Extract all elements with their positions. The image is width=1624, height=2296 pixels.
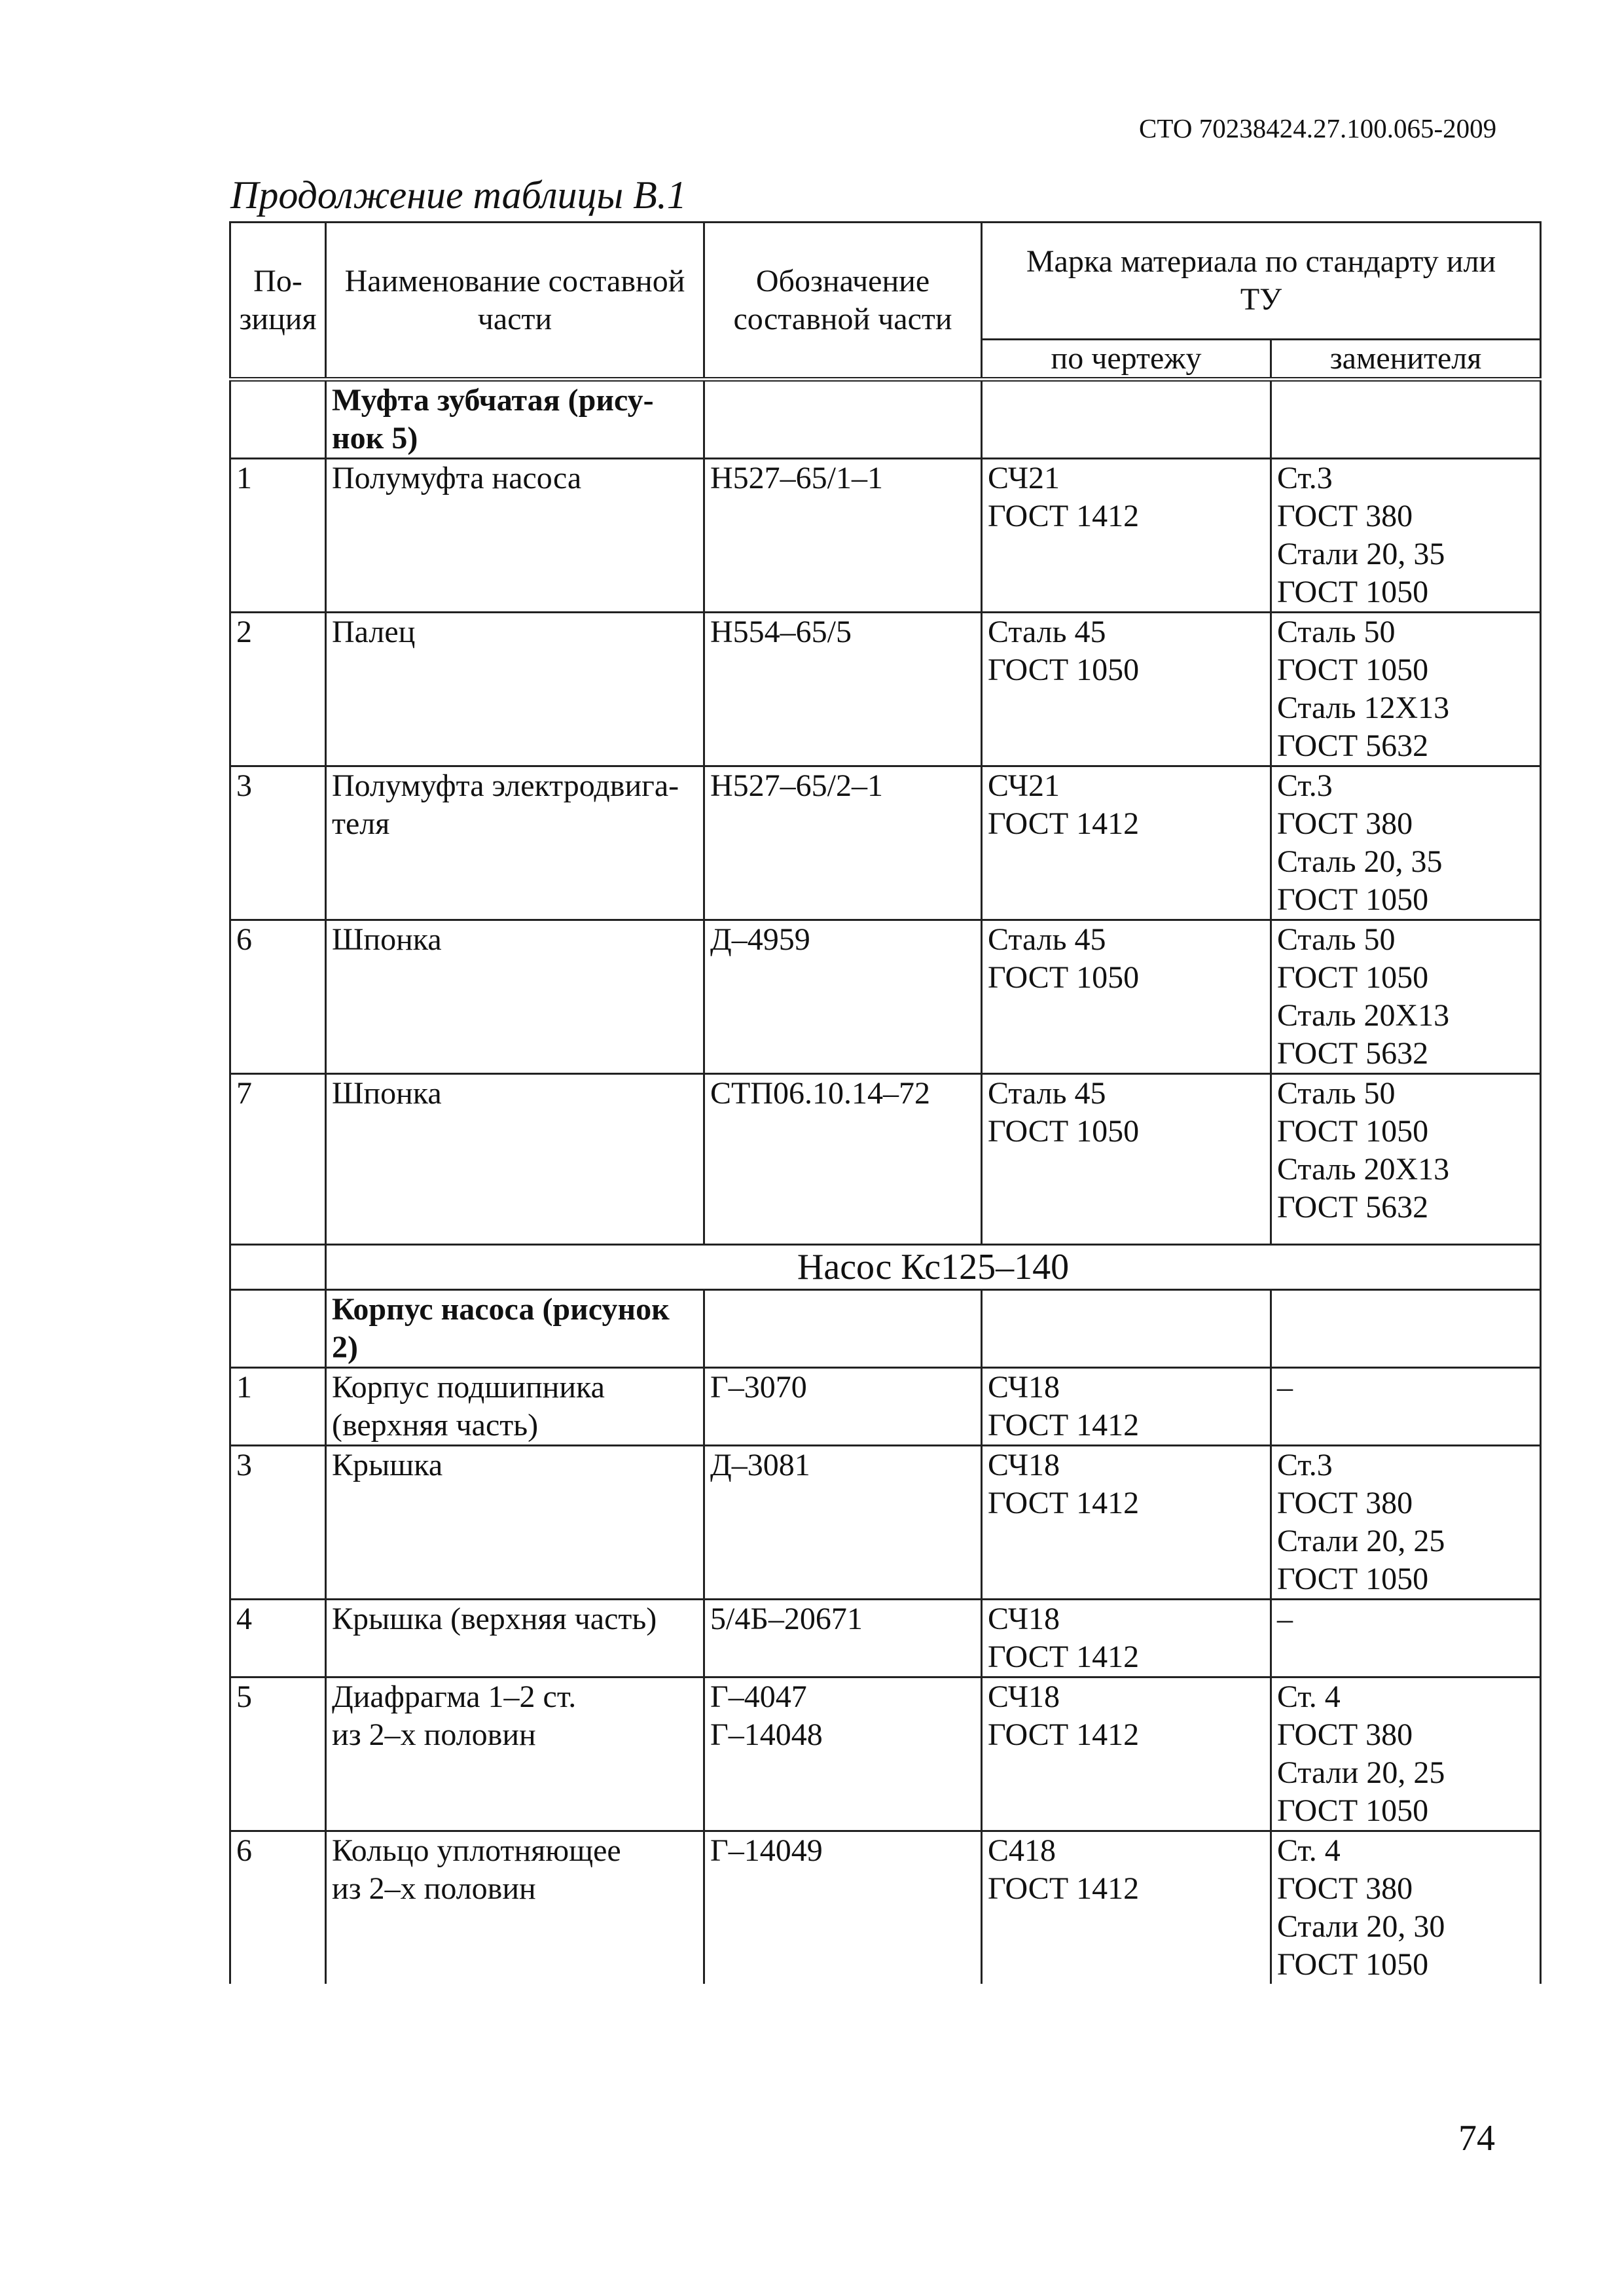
header-name [326, 223, 704, 380]
cell-by-drawing [982, 1677, 1271, 1831]
table-row [230, 1368, 1541, 1446]
cell-line: Г–3070 [710, 1370, 807, 1405]
cell-name [326, 1074, 704, 1245]
table-row [230, 1600, 1541, 1677]
section-row [230, 380, 1541, 459]
table-body-section-1 [230, 380, 1541, 1245]
page-number: 74 [1458, 2118, 1495, 2159]
cell-line: Ст. 4 [1277, 1833, 1341, 1868]
cell-position: 2 [230, 613, 326, 766]
section-title [326, 1290, 704, 1368]
cell-line: Сталь 45 [988, 615, 1106, 649]
cell-line: (верхняя часть) [332, 1408, 539, 1443]
cell-position: 7 [230, 1074, 326, 1245]
cell-substitute [1271, 1446, 1541, 1600]
table-row [230, 1074, 1541, 1245]
cell-position: 1 [230, 459, 326, 613]
cell-line: Кольцо уплотняющее [332, 1833, 621, 1868]
cell-line: ГОСТ 1050 [988, 1114, 1140, 1149]
table-cell [230, 1245, 326, 1290]
cell-line: Д–4959 [710, 922, 810, 957]
header-designation [704, 223, 982, 380]
cell-line: Д–3081 [710, 1448, 810, 1482]
cell-line: Сталь 12Х13 [1277, 691, 1450, 725]
cell-line: Стали 20, 35 [1277, 537, 1445, 571]
cell-line: Диафрагма 1–2 ст. [332, 1679, 577, 1714]
header-material [982, 223, 1541, 340]
table-cell [982, 380, 1271, 459]
header-substitute: заменителя [1271, 340, 1541, 380]
cell-line: ГОСТ 1050 [1277, 882, 1429, 917]
cell-designation [704, 766, 982, 920]
cell-line: Ст.3 [1277, 1448, 1333, 1482]
cell-by-drawing [982, 459, 1271, 613]
cell-line: Корпус подшипника [332, 1370, 605, 1405]
cell-line: СЧ18 [988, 1679, 1060, 1714]
cell-line: Сталь 50 [1277, 615, 1396, 649]
cell-position: 3 [230, 1446, 326, 1600]
cell-name [326, 1368, 704, 1446]
cell-line: ГОСТ 380 [1277, 1871, 1413, 1906]
cell-name [326, 1677, 704, 1831]
cell-line: Полумуфта насоса [332, 461, 582, 495]
cell-position: 6 [230, 1831, 326, 1984]
cell-line: Ст.3 [1277, 768, 1333, 803]
cell-line: ГОСТ 1050 [1277, 575, 1429, 609]
cell-line: ГОСТ 1050 [988, 960, 1140, 995]
cell-line: Сталь 20Х13 [1277, 1152, 1450, 1187]
cell-line: Н527–65/1–1 [710, 461, 883, 495]
header-text: Наименование составной [344, 263, 685, 298]
cell-line: 2) [332, 1330, 358, 1365]
header-text: По- [253, 263, 302, 298]
cell-line: СЧ21 [988, 768, 1060, 803]
cell-line: Крышка (верхняя часть) [332, 1602, 657, 1636]
cell-by-drawing [982, 766, 1271, 920]
cell-line: Г–14049 [710, 1833, 823, 1868]
cell-line: Сталь 50 [1277, 922, 1396, 957]
cell-by-drawing [982, 613, 1271, 766]
cell-substitute [1271, 1677, 1541, 1831]
table-body-section-2 [230, 1290, 1541, 1984]
cell-designation [704, 1831, 982, 1984]
cell-designation [704, 613, 982, 766]
table-cell [982, 1290, 1271, 1368]
header-by-drawing: по чертежу [982, 340, 1271, 380]
cell-line: СЧ18 [988, 1370, 1060, 1405]
cell-line: ГОСТ 5632 [1277, 728, 1429, 763]
cell-position: 5 [230, 1677, 326, 1831]
table-header-row [230, 223, 1541, 340]
cell-line: ГОСТ 1412 [988, 499, 1140, 533]
cell-name [326, 1831, 704, 1984]
cell-line: – [1277, 1370, 1293, 1405]
cell-name [326, 1600, 704, 1677]
cell-line: ГОСТ 380 [1277, 499, 1413, 533]
cell-substitute [1271, 613, 1541, 766]
cell-line: из 2–х половин [332, 1717, 536, 1752]
cell-line: Г–4047 [710, 1679, 807, 1714]
cell-name [326, 613, 704, 766]
cell-line: Шпонка [332, 922, 442, 957]
band-title: Насос Кс125–140 [326, 1245, 1541, 1290]
cell-name [326, 766, 704, 920]
cell-line: Стали 20, 30 [1277, 1909, 1445, 1944]
cell-line: 5/4Б–20671 [710, 1602, 863, 1636]
table-cell [704, 380, 982, 459]
cell-name [326, 920, 704, 1074]
table-row [230, 920, 1541, 1074]
cell-line: СЧ18 [988, 1448, 1060, 1482]
cell-by-drawing [982, 1368, 1271, 1446]
cell-line: Ст. 4 [1277, 1679, 1341, 1714]
cell-designation [704, 1677, 982, 1831]
cell-by-drawing [982, 1074, 1271, 1245]
table-row [230, 1446, 1541, 1600]
cell-substitute [1271, 1600, 1541, 1677]
cell-substitute [1271, 1368, 1541, 1446]
cell-position: 1 [230, 1368, 326, 1446]
cell-designation [704, 1600, 982, 1677]
cell-line: ГОСТ 5632 [1277, 1190, 1429, 1225]
cell-line: Стали 20, 25 [1277, 1524, 1445, 1558]
table-cell [1271, 1290, 1541, 1368]
cell-line: СТП06.10.14–72 [710, 1076, 930, 1111]
cell-line: Г–14048 [710, 1717, 823, 1752]
cell-line: нок 5) [332, 421, 418, 456]
cell-line: Корпус насоса (рисунок [332, 1292, 670, 1327]
cell-by-drawing [982, 1446, 1271, 1600]
cell-line: теля [332, 806, 390, 841]
cell-line: ГОСТ 380 [1277, 1486, 1413, 1520]
cell-substitute [1271, 459, 1541, 613]
table-caption: Продолжение таблицы В.1 [230, 173, 687, 217]
cell-line: Крышка [332, 1448, 443, 1482]
cell-line: ГОСТ 1050 [1277, 1793, 1429, 1828]
cell-substitute [1271, 766, 1541, 920]
cell-designation [704, 1446, 982, 1600]
band-row [230, 1245, 1541, 1290]
cell-line: Полумуфта электродвига- [332, 768, 679, 803]
cell-line: СЧ21 [988, 461, 1060, 495]
cell-line: из 2–х половин [332, 1871, 536, 1906]
cell-line: ГОСТ 1412 [988, 1717, 1140, 1752]
header-text: ТУ [1240, 282, 1282, 317]
cell-line: ГОСТ 1050 [1277, 653, 1429, 687]
cell-line: Шпонка [332, 1076, 442, 1111]
materials-table [229, 221, 1542, 1984]
cell-by-drawing [982, 1831, 1271, 1984]
cell-line: – [1277, 1602, 1293, 1636]
cell-name [326, 1446, 704, 1600]
cell-line: Сталь 45 [988, 922, 1106, 957]
cell-line: ГОСТ 1412 [988, 1408, 1140, 1443]
cell-designation [704, 920, 982, 1074]
cell-substitute [1271, 920, 1541, 1074]
cell-line: ГОСТ 1050 [1277, 1562, 1429, 1596]
header-position [230, 223, 326, 380]
cell-by-drawing [982, 1600, 1271, 1677]
cell-line: ГОСТ 5632 [1277, 1036, 1429, 1071]
table-cell [230, 380, 326, 459]
cell-designation [704, 1368, 982, 1446]
cell-line: Н554–65/5 [710, 615, 852, 649]
cell-line: Сталь 45 [988, 1076, 1106, 1111]
cell-line: ГОСТ 380 [1277, 1717, 1413, 1752]
cell-line: ГОСТ 1050 [1277, 1114, 1429, 1149]
cell-line: Ст.3 [1277, 461, 1333, 495]
cell-position: 4 [230, 1600, 326, 1677]
cell-line: ГОСТ 1050 [988, 653, 1140, 687]
table-cell [1271, 380, 1541, 459]
cell-designation [704, 459, 982, 613]
header-text: части [477, 301, 552, 336]
cell-substitute [1271, 1074, 1541, 1245]
cell-by-drawing [982, 920, 1271, 1074]
cell-substitute [1271, 1831, 1541, 1984]
cell-line: Палец [332, 615, 416, 649]
table-row [230, 459, 1541, 613]
cell-line: ГОСТ 380 [1277, 806, 1413, 841]
cell-line: ГОСТ 1412 [988, 806, 1140, 841]
table-cell [704, 1290, 982, 1368]
table-row [230, 613, 1541, 766]
cell-line: ГОСТ 1412 [988, 1640, 1140, 1674]
table-row [230, 766, 1541, 920]
header-text: составной части [733, 301, 952, 336]
cell-line: ГОСТ 1412 [988, 1871, 1140, 1906]
cell-line: Н527–65/2–1 [710, 768, 883, 803]
cell-line: С418 [988, 1833, 1056, 1868]
cell-line: ГОСТ 1412 [988, 1486, 1140, 1520]
header-text: зиция [239, 301, 317, 336]
table-row [230, 1677, 1541, 1831]
section-row [230, 1290, 1541, 1368]
cell-position: 3 [230, 766, 326, 920]
cell-line: Сталь 20, 35 [1277, 844, 1443, 879]
cell-line: СЧ18 [988, 1602, 1060, 1636]
cell-line: Сталь 50 [1277, 1076, 1396, 1111]
cell-name [326, 459, 704, 613]
cell-line: Стали 20, 25 [1277, 1755, 1445, 1790]
section-title [326, 380, 704, 459]
header-text: Марка материала по стандарту или [1026, 244, 1496, 279]
cell-position: 6 [230, 920, 326, 1074]
cell-line: ГОСТ 1050 [1277, 960, 1429, 995]
document-code: СТО 70238424.27.100.065-2009 [1139, 113, 1497, 143]
cell-designation [704, 1074, 982, 1245]
table-row [230, 1831, 1541, 1984]
cell-line: ГОСТ 1050 [1277, 1947, 1429, 1982]
header-text: Обозначение [755, 263, 930, 298]
cell-line: Муфта зубчатая (рису- [332, 383, 654, 418]
cell-line: Сталь 20Х13 [1277, 998, 1450, 1033]
table-cell [230, 1290, 326, 1368]
